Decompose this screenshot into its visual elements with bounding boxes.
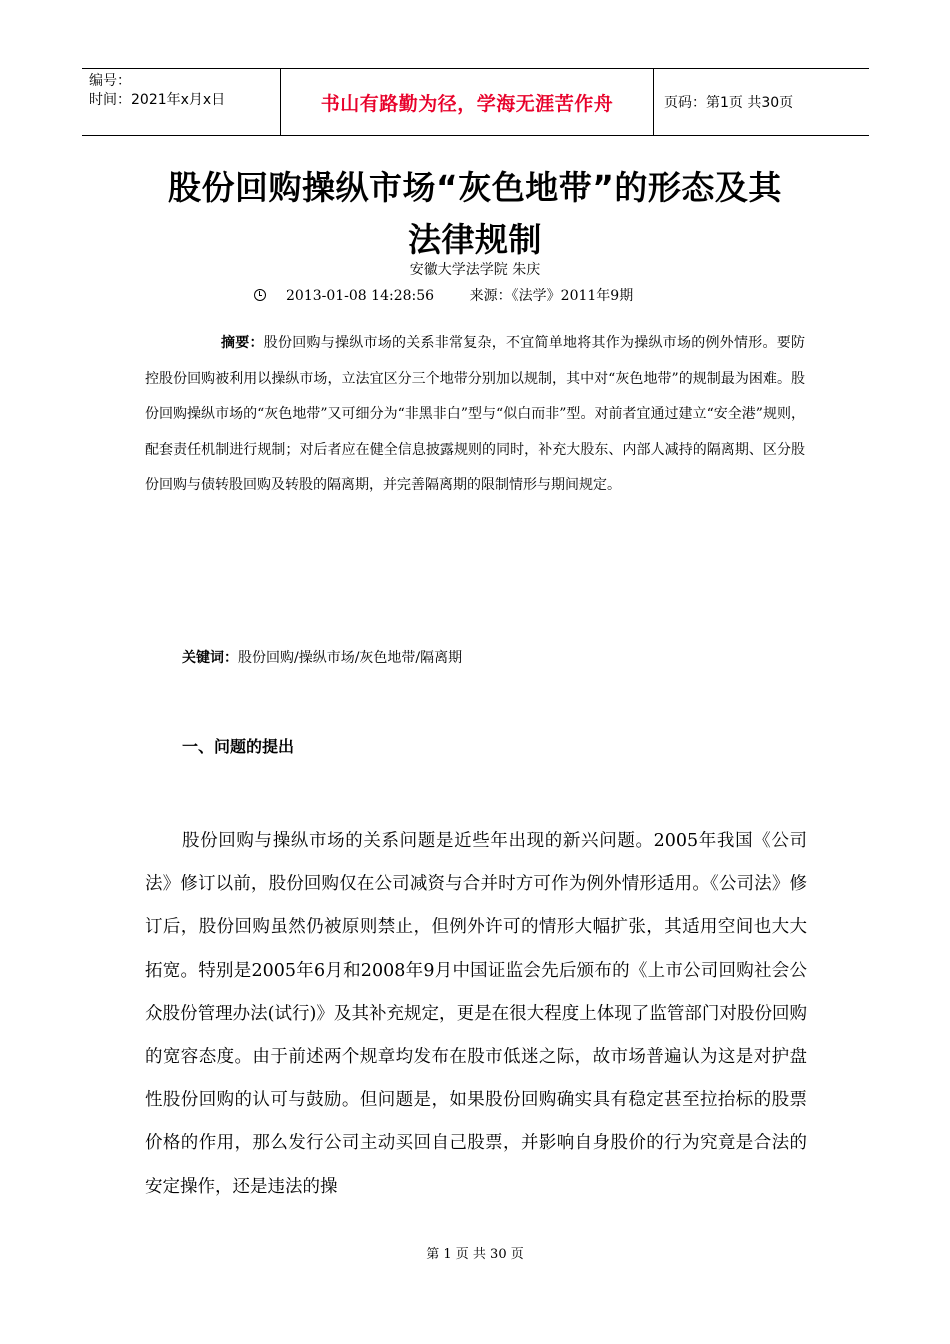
body-paragraph: 股份回购与操纵市场的关系问题是近些年出现的新兴问题。2005年我国《公司法》修订以前，股份回购仅在公司减资与合并时方可作为例外情形适用。《公司法》修订后，股份回购虽然仍被原则禁止，但例外许可的情形大幅扩张，其适用空间也大大拓宽。特别是2005年6月和2008年9月中国证监会先后颁布的《上市公司回购社会公众股份管理办法(试行)》及其补充规定，更是在很大程度上体现了监管部门对股份回购的宽容态度。由于前述两个规章均发布在股市低迷之际，故市场普遍认为这是对护盘性股份回购的认可与鼓励。但问题是，如果股份回购确实具有稳定甚至拉抬标的股票价格的作用，那么发行公司主动买回自己股票，并影响自身股价的行为究竟是合法的安定操作，还是违法的操 [145,831,807,1197]
abstract-label: 摘要： [221,335,264,351]
article-author: 安徽大学法学院 朱庆 [409,262,541,278]
header-page-info: 页码：第1页 共30页 [664,95,794,111]
article-datetime: 2013-01-08 14:28:56 [286,288,435,304]
section-heading: 一、问题的提出 [182,737,295,756]
article-abstract [145,326,805,504]
keywords-text: 股份回购/操纵市场/灰色地带/隔离期 [238,650,463,666]
abstract-text: 股份回购与操纵市场的关系非常复杂，不宜简单地将其作为操纵市场的例外情形。要防控股份回购被利用以操纵市场，立法宜区分三个地带分别加以规制，其中对“灰色地带”的规制最为困难。股份回购操纵市场的“灰色地带”又可细分为“非黑非白”型与“似白而非”型。对前者宜通过建立“安全港”规则，配套责任机制进行规制；对后者应在健全信息披露规则的同时，补充大股东、内部人减持的隔离期、区分股份回购与债转股回购及转股的隔离期，并完善隔离期的限制情形与期间规定。 [145,335,805,493]
article-title [100,162,850,266]
document-time-label: 时间：2021年x月x日 [89,92,226,108]
document-number-label: 编号： [89,73,131,89]
article-source: 来源：《法学》2011年9期 [469,288,634,304]
keywords-label: 关键词： [182,650,238,666]
article-title-line-1: 股份回购操纵市场“灰色地带”的形态及其 [168,168,782,207]
article-dateline [254,285,633,307]
page-footer: 第 1 页 共 30 页 [426,1247,524,1262]
clock-icon [254,289,266,301]
document-header [82,68,869,136]
article-keywords [182,646,462,670]
article-title-line-2: 法律规制 [408,220,542,259]
header-meta [82,69,280,135]
header-motto: 书山有路勤为径，学海无涯苦作舟 [280,69,654,135]
